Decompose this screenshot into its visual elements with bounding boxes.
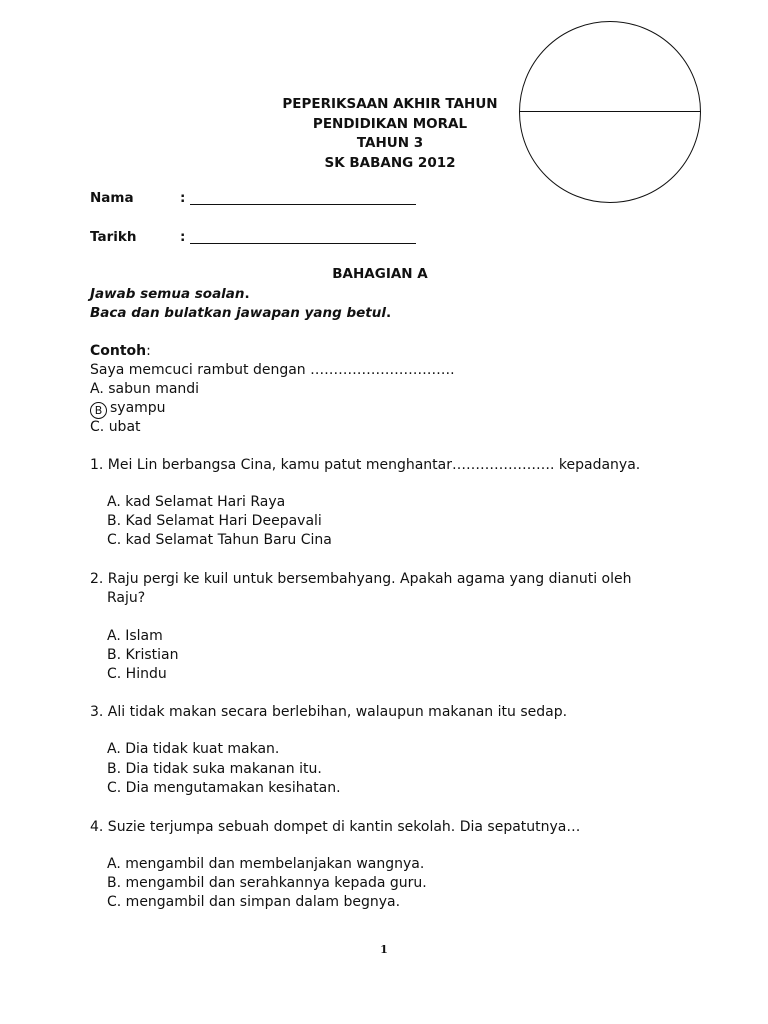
q1-option-b[interactable]: B. Kad Selamat Hari Deepavali — [107, 513, 322, 529]
q4-option-a[interactable]: A. mengambil dan membelanjakan wangnya. — [107, 856, 425, 872]
example-option-c — [90, 418, 141, 437]
example-option-a-text: sabun mandi — [108, 381, 200, 397]
example-option-b-text: syampu — [110, 400, 166, 416]
q3-option-b[interactable]: B. Dia tidak suka makanan itu. — [107, 761, 322, 777]
page-number: 1 — [380, 943, 388, 956]
example-label — [90, 342, 151, 361]
tarikh-colon: : — [180, 229, 186, 245]
q4-option-b[interactable]: B. mengambil dan serahkannya kepada guru. — [107, 875, 427, 891]
header-line-2: PENDIDIKAN MORAL — [312, 115, 468, 132]
q3-option-a[interactable]: A. Dia tidak kuat makan. — [107, 741, 280, 757]
nama-blank-line[interactable] — [190, 204, 416, 205]
q1-option-a[interactable]: A. kad Selamat Hari Raya — [107, 494, 286, 510]
question-2: 2. Raju pergi ke kuil untuk bersembahyang. Apakah agama yang dianuti oleh — [90, 571, 632, 587]
example-question: Saya memcuci rambut dengan …………………………. — [90, 362, 455, 378]
example-option-b — [90, 399, 166, 419]
example-option-c-letter: C. — [90, 419, 105, 435]
q2-option-b[interactable]: B. Kristian — [107, 647, 179, 663]
nama-label: Nama — [90, 190, 134, 206]
example-option-a — [90, 380, 199, 399]
example-label-colon: : — [146, 343, 151, 359]
example-option-c-text: ubat — [108, 419, 141, 435]
q4-option-c[interactable]: C. mengambil dan simpan dalam begnya. — [107, 894, 401, 910]
q1-option-c[interactable]: C. kad Selamat Tahun Baru Cina — [107, 532, 332, 548]
header-line-1: PEPERIKSAAN AKHIR TAHUN — [282, 96, 498, 112]
question-2-continued: Raju? — [107, 590, 146, 606]
tarikh-blank-line[interactable] — [190, 243, 416, 244]
header-line-3: TAHUN 3 — [356, 135, 424, 151]
question-4: 4. Suzie terjumpa sebuah dompet di kantin sekolah. Dia sepatutnya… — [90, 819, 581, 835]
instruction-1 — [90, 286, 250, 302]
question-3: 3. Ali tidak makan secara berlebihan, walaupun makanan itu sedap. — [90, 704, 568, 720]
question-1: 1. Mei Lin berbangsa Cina, kamu patut menghantar…………………. kepadanya. — [90, 457, 641, 473]
exam-header — [190, 95, 590, 173]
q2-option-c[interactable]: C. Hindu — [107, 666, 167, 682]
q2-option-a[interactable]: A. Islam — [107, 628, 163, 644]
instruction-2-dot: . — [385, 305, 392, 321]
header-line-4: SK BABANG 2012 — [324, 154, 456, 171]
example-option-a-letter: A. — [90, 381, 104, 397]
instruction-2-text: Baca dan bulatkan jawapan yang betul — [90, 305, 386, 321]
instruction-2 — [90, 305, 391, 321]
instruction-1-text: Jawab semua soalan — [90, 286, 245, 302]
nama-colon: : — [180, 190, 186, 206]
circled-answer-icon: B — [90, 402, 107, 419]
example-label-text: Contoh — [90, 343, 147, 359]
q3-option-c[interactable]: C. Dia mengutamakan kesihatan. — [107, 780, 341, 796]
section-title: BAHAGIAN A — [332, 266, 428, 282]
tarikh-label: Tarikh — [90, 229, 137, 245]
instruction-1-dot: . — [244, 286, 250, 302]
